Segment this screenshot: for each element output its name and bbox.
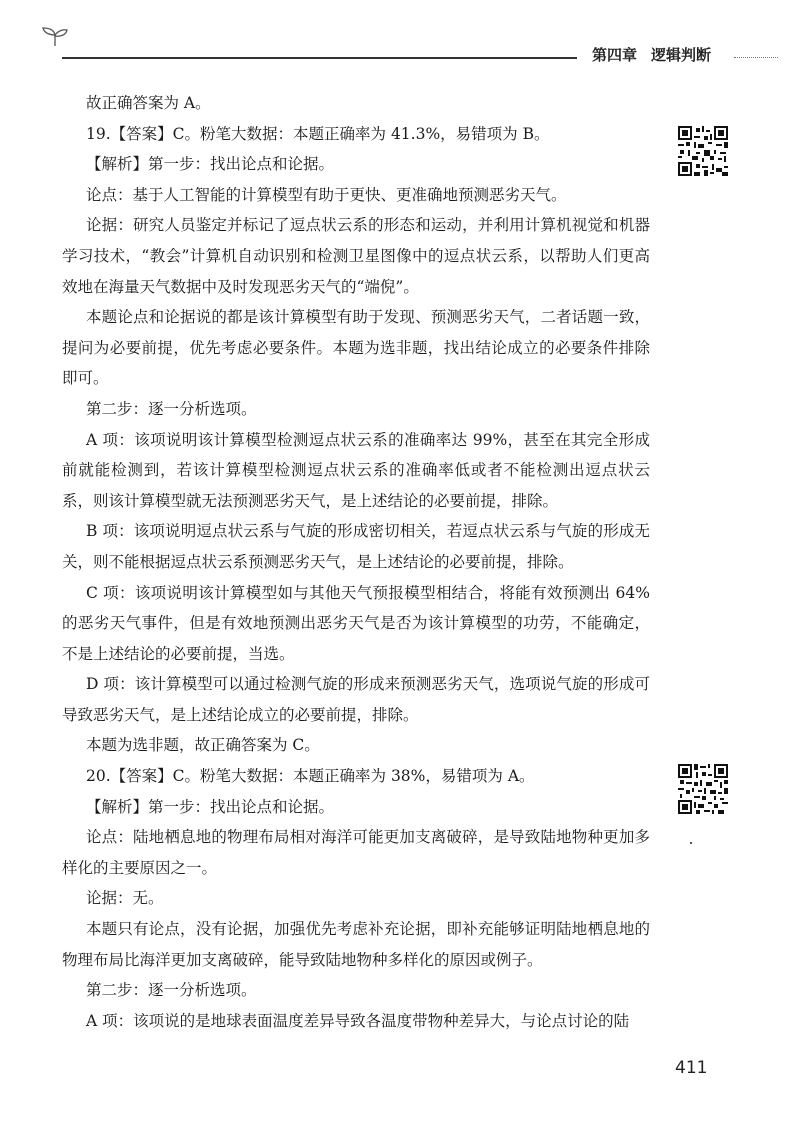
paragraph: A 项：该项说明该计算模型检测逗点状云系的准确率达 99%，甚至在其完全形成前就能检测到，若该计算模型检测逗点状云系的准确率低或者不能检测出逗点状云系，则该计算模型就无法预测恶劣天气，是上述结论的必要前提，排除。 — [62, 430, 650, 510]
answer-19-line: 19.【答案】C。粉笔大数据：本题正确率为 41.3%，易错项为 B。 — [86, 124, 550, 143]
qr-code-icon[interactable] — [678, 126, 728, 176]
paragraph: 论点：陆地栖息地的物理布局相对海洋可能更加支离破碎，是导致陆地物种更加多样化的主要原因之一。 — [62, 828, 650, 877]
paragraph: C 项：该项说明该计算模型如与其他天气预报模型相结合，将能有效预测出 64%的恶劣天气事件，但是有效地预测出恶劣天气是否为该计算模型的功劳，不能确定，不是上述结论的必要前提，当选。 — [62, 583, 650, 663]
paragraph: 论据：无。 — [86, 889, 164, 908]
answer-20-line: 20.【答案】C。粉笔大数据：本题正确率为 38%，易错项为 A。 — [86, 767, 535, 786]
chapter-heading — [592, 44, 711, 65]
qr-code-icon[interactable] — [678, 764, 728, 814]
paragraph: 【解析】第一步：找出论点和论据。 — [86, 155, 335, 174]
page-body — [62, 88, 650, 1036]
paragraph: 第二步：逐一分析选项。 — [86, 399, 257, 418]
scan-speck — [690, 842, 692, 844]
page-number: 411 — [675, 1058, 708, 1078]
paragraph: 【解析】第一步：找出论点和论据。 — [86, 797, 335, 816]
header-rule — [62, 57, 577, 59]
paragraph: 论据：研究人员鉴定并标记了逗点状云系的形态和运动，并利用计算机视觉和机器学习技术，“教会”计算机自动识别和检测卫星图像中的逗点状云系，以帮助人们更高效地在海量天气数据中及时发现恶劣天气的“端倪”。 — [62, 216, 650, 296]
sprout-logo-icon — [40, 26, 70, 48]
paragraph: 本题只有论点，没有论据，加强优先考虑补充论据，即补充能够证明陆地栖息地的物理布局比海洋更加支离破碎，能导致陆地物种多样化的原因或例子。 — [62, 920, 650, 969]
paragraph: 第二步：逐一分析选项。 — [86, 981, 257, 1000]
paragraph: 故正确答案为 A。 — [86, 94, 211, 112]
chapter-label: 第四章 — [592, 46, 638, 64]
page-header — [0, 0, 800, 72]
paragraph: A 项：该项说的是地球表面温度差异导致各温度带物种差异大，与论点讨论的陆 — [86, 1011, 630, 1030]
paragraph: D 项：该计算模型可以通过检测气旋的形成来预测恶劣天气，选项说气旋的形成可导致恶劣天气，是上述结论成立的必要前提，排除。 — [62, 675, 650, 724]
paragraph: B 项：该项说明逗点状云系与气旋的形成密切相关，若逗点状云系与气旋的形成无关，则不能根据逗点状云系预测恶劣天气，是上述结论的必要前提，排除。 — [62, 522, 650, 571]
paragraph: 本题论点和论据说的都是该计算模型有助于发现、预测恶劣天气，二者话题一致，提问为必要前提，优先考虑必要条件。本题为选非题，找出结论成立的必要条件排除即可。 — [62, 308, 650, 388]
paragraph: 论点：基于人工智能的计算模型有助于更快、更准确地预测恶劣天气。 — [86, 185, 567, 204]
section-label: 逻辑判断 — [651, 46, 712, 64]
header-dotted-rule — [734, 57, 778, 58]
paragraph: 本题为选非题，故正确答案为 C。 — [86, 736, 320, 755]
